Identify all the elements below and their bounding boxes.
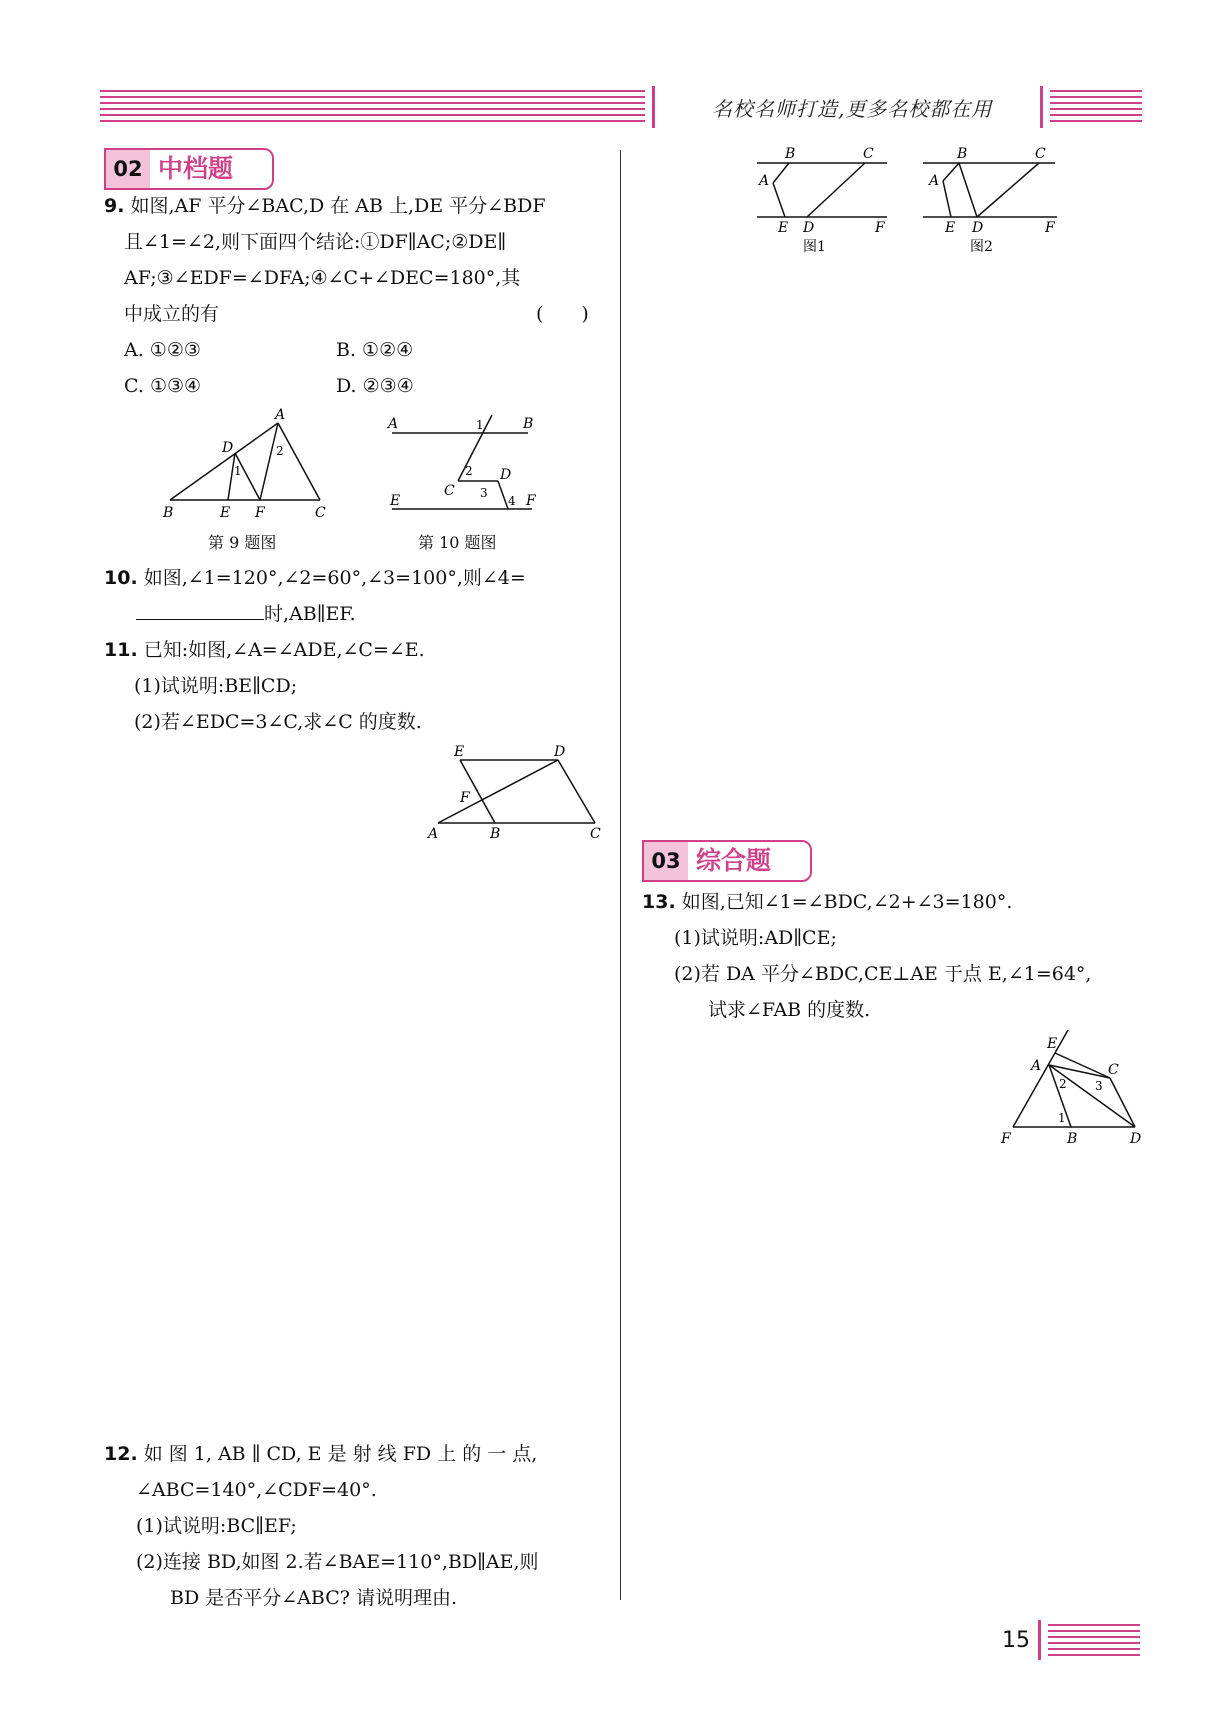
section-number: 03 xyxy=(644,842,688,880)
q9-line4: 中成立的有 xyxy=(124,303,220,325)
fig13-angle-3: 3 xyxy=(1095,1079,1103,1093)
fig11-label-a: A xyxy=(428,826,439,840)
figure-q12-2 xyxy=(915,145,1065,260)
fig9-label-f: F xyxy=(255,505,265,520)
q9-answer-paren: ( ) xyxy=(536,303,589,325)
fig9-label-c: C xyxy=(315,505,326,520)
fig9-label-d: D xyxy=(222,440,234,456)
q13-part2b: 试求∠FAB 的度数. xyxy=(708,999,871,1021)
q9-line2: 且∠1=∠2,则下面四个结论:①DF∥AC;②DE∥ xyxy=(124,231,507,253)
fig10-angle-3: 3 xyxy=(480,486,488,500)
header-stripes-left xyxy=(100,90,645,124)
fig10-label-d: D xyxy=(500,467,512,483)
q10-text-2: 时,AB∥EF. xyxy=(264,603,356,625)
header-divider-right xyxy=(1040,86,1043,128)
fig12a-label-a: A xyxy=(759,173,770,189)
fig13-label-b: B xyxy=(1067,1131,1078,1147)
fig12a-label-d: D xyxy=(803,220,815,236)
q12-part2a: (2)连接 BD,如图 2.若∠BAE=110°,BD∥AE,则 xyxy=(136,1551,539,1573)
fig9-label-b: B xyxy=(163,505,174,520)
q13-text-1: 如图,已知∠1=∠BDC,∠2+∠3=180°. xyxy=(681,891,1013,913)
fig10-label-f: F xyxy=(526,493,536,509)
fig13-label-f: F xyxy=(1001,1131,1011,1147)
q9-figure-caption: 第 9 题图 xyxy=(208,533,277,552)
q9-text-1: 如图,AF 平分∠BAC,D 在 AB 上,DE 平分∠BDF xyxy=(130,195,546,217)
q10-answer-blank[interactable] xyxy=(136,599,264,620)
footer-stripes xyxy=(1048,1624,1140,1658)
q12-text-1: 如 图 1, AB ∥ CD, E 是 射 线 FD 上 的 一 点, xyxy=(143,1443,538,1465)
q13-line1 xyxy=(642,884,1012,920)
q12-line2: ∠ABC=140°,∠CDF=40°. xyxy=(136,1479,377,1501)
fig10-label-a: A xyxy=(388,416,399,432)
fig12b-label-e: E xyxy=(945,220,956,236)
fig11-label-c: C xyxy=(590,826,601,840)
fig9-label-e: E xyxy=(220,505,231,520)
footer-divider xyxy=(1038,1620,1041,1660)
q12-part2b: BD 是否平分∠ABC? 请说明理由. xyxy=(170,1587,457,1609)
fig9-angle-2: 2 xyxy=(276,444,284,458)
section-number: 02 xyxy=(106,150,150,188)
figure-q10 xyxy=(380,405,550,520)
q10-number: 10. xyxy=(104,567,138,589)
fig10-label-b: B xyxy=(523,416,534,432)
q11-part2: (2)若∠EDC=3∠C,求∠C 的度数. xyxy=(134,711,422,733)
column-separator xyxy=(620,150,621,1600)
q12-number: 12. xyxy=(104,1443,138,1465)
q10-figure-caption: 第 10 题图 xyxy=(418,533,497,552)
fig11-label-d: D xyxy=(554,744,566,760)
fig9-label-a: A xyxy=(275,407,286,423)
page-number: 15 xyxy=(1002,1628,1030,1653)
q9-line3: AF;③∠EDF=∠DFA;④∠C+∠DEC=180°,其 xyxy=(124,267,521,289)
q12-part1: (1)试说明:BC∥EF; xyxy=(136,1515,297,1537)
q13-number: 13. xyxy=(642,891,676,913)
fig10-angle-2: 2 xyxy=(465,464,473,478)
q11-number: 11. xyxy=(104,639,138,661)
q9-option-a: A. ①②③ xyxy=(124,339,201,361)
q9-option-d: D. ②③④ xyxy=(336,375,414,397)
fig11-label-e: E xyxy=(454,744,465,760)
q11-line1 xyxy=(104,632,425,668)
fig12b-label-b: B xyxy=(957,146,968,162)
q10-line1 xyxy=(104,560,526,596)
section-02-banner xyxy=(104,148,274,190)
q9-number: 9. xyxy=(104,195,125,217)
fig12a-caption: 图1 xyxy=(803,239,826,255)
q9-option-b: B. ①②④ xyxy=(336,339,414,361)
q13-part1: (1)试说明:AD∥CE; xyxy=(674,927,837,949)
fig12b-caption: 图2 xyxy=(970,239,993,255)
q10-text-1: 如图,∠1=120°,∠2=60°,∠3=100°,则∠4= xyxy=(143,567,526,589)
q9-line1 xyxy=(104,188,546,224)
q12-line1 xyxy=(104,1436,537,1472)
figure-q9 xyxy=(160,405,335,520)
header-divider-left xyxy=(652,86,655,128)
figure-q11 xyxy=(420,740,605,840)
fig11-label-b: B xyxy=(490,826,501,840)
q13-part2a: (2)若 DA 平分∠BDC,CE⊥AE 于点 E,∠1=64°, xyxy=(674,963,1092,985)
fig13-angle-2: 2 xyxy=(1059,1077,1067,1091)
figure-q12-1 xyxy=(745,145,895,260)
fig12b-label-c: C xyxy=(1035,146,1046,162)
fig12a-label-b: B xyxy=(785,146,796,162)
header-stripes-right xyxy=(1050,90,1142,124)
fig9-angle-1: 1 xyxy=(234,464,242,478)
fig10-angle-1: 1 xyxy=(476,418,484,432)
fig10-angle-4: 4 xyxy=(508,494,516,508)
fig12a-label-e: E xyxy=(778,220,789,236)
fig12b-label-a: A xyxy=(929,173,940,189)
fig13-label-a: A xyxy=(1031,1058,1042,1074)
fig12a-label-c: C xyxy=(863,146,874,162)
fig12a-label-f: F xyxy=(875,220,885,236)
fig12b-label-f: F xyxy=(1045,220,1055,236)
q9-option-c: C. ①③④ xyxy=(124,375,202,397)
section-title: 中档题 xyxy=(158,154,234,183)
fig10-label-e: E xyxy=(390,493,401,509)
fig11-label-f: F xyxy=(460,790,470,806)
figure-q13 xyxy=(995,1030,1145,1150)
fig13-label-e: E xyxy=(1047,1036,1058,1052)
fig10-label-c: C xyxy=(444,483,455,499)
header-slogan: 名校名师打造,更多名校都在用 xyxy=(712,97,993,121)
fig13-angle-1: 1 xyxy=(1058,1111,1066,1125)
section-03-banner xyxy=(642,840,812,882)
q11-text-1: 已知:如图,∠A=∠ADE,∠C=∠E. xyxy=(143,639,425,661)
q11-part1: (1)试说明:BE∥CD; xyxy=(134,675,298,697)
fig13-label-d: D xyxy=(1130,1131,1142,1147)
fig12b-label-d: D xyxy=(972,220,984,236)
section-title: 综合题 xyxy=(696,846,772,875)
q10-line2 xyxy=(136,596,356,632)
fig13-label-c: C xyxy=(1108,1062,1119,1078)
